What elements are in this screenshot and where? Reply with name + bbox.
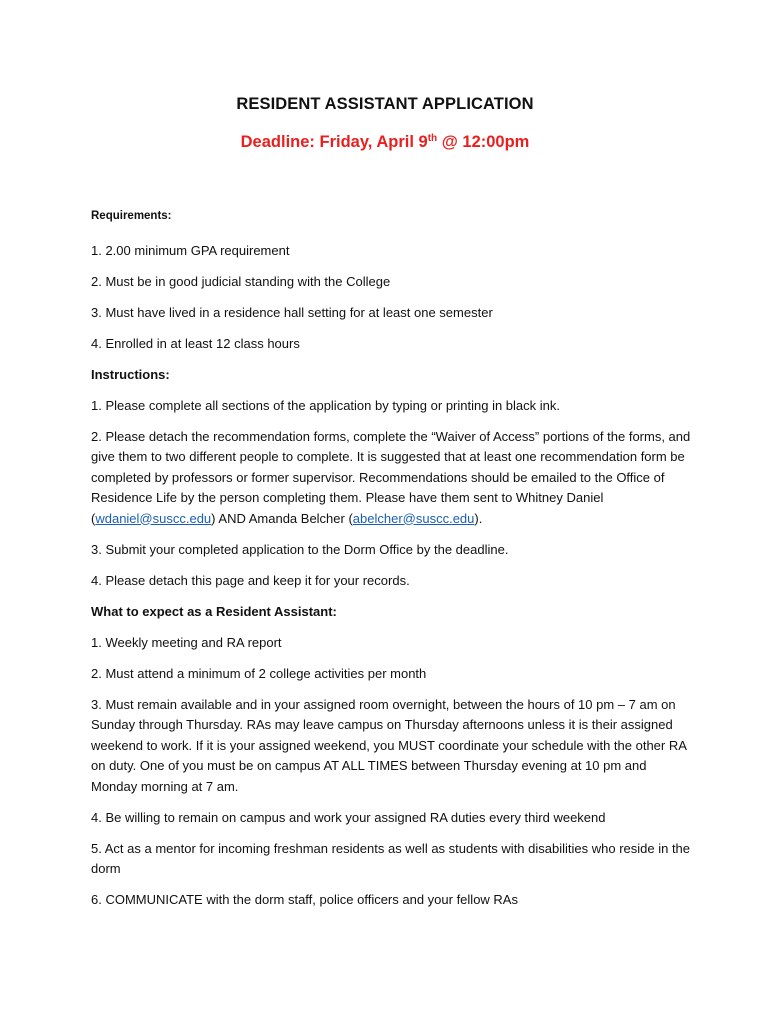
expectation-item-4: 4. Be willing to remain on campus and work your assigned RA duties every third weekend <box>91 809 606 825</box>
email-link-wdaniel[interactable]: wdaniel@suscc.edu <box>95 510 212 526</box>
requirement-item-4: 4. Enrolled in at least 12 class hours <box>91 335 300 351</box>
expectation-item-2: 2. Must attend a minimum of 2 college activities per month <box>91 665 427 681</box>
instructions-heading: Instructions: <box>91 366 170 382</box>
requirements-heading: Requirements: <box>91 210 172 222</box>
expectations-heading: What to expect as a Resident Assistant: <box>91 603 337 619</box>
instruction-item-1: 1. Please complete all sections of the application by typing or printing in black ink. <box>91 397 560 413</box>
instruction-item-2-text-a: 2. Please detach the recommendation forms, complete the “Waiver of Access” portions of the forms, and give them to two different people to complete. It is suggested that at least one recommendation form be completed by professors or former supervisor. Recommendations should be emailed to the Office of Residence Life by the person completing them. Please have them sent to Whitney Daniel ( <box>91 428 691 526</box>
document-title: RESIDENT ASSISTANT APPLICATION <box>236 95 534 113</box>
deadline-heading <box>0 133 770 152</box>
requirement-item-1: 1. 2.00 minimum GPA requirement <box>91 242 290 258</box>
instruction-item-2-text-c: ). <box>474 510 483 526</box>
deadline-prefix: Deadline: Friday, April 9 <box>240 133 428 151</box>
expectation-item-1: 1. Weekly meeting and RA report <box>91 634 282 650</box>
deadline-superscript: th <box>427 133 438 144</box>
email-link-abelcher[interactable]: abelcher@suscc.edu <box>352 510 475 526</box>
expectation-item-5: 5. Act as a mentor for incoming freshman residents as well as students with disabilities who reside in the dorm <box>91 840 691 876</box>
expectation-item-3: 3. Must remain available and in your assigned room overnight, between the hours of 10 pm – 7 am on Sunday through Thursday. RAs may leave campus on Thursday afternoons unless it is their assigned weekend to work. If it is your assigned weekend, you MUST coordinate your schedule with the other RA on duty. One of you must be on campus AT ALL TIMES between Thursday evening at 10 pm and Monday morning at 7 am. <box>91 696 687 794</box>
instruction-item-2 <box>91 427 691 530</box>
deadline-suffix: @ 12:00pm <box>437 133 530 151</box>
requirement-item-3: 3. Must have lived in a residence hall setting for at least one semester <box>91 304 493 320</box>
requirement-item-2: 2. Must be in good judicial standing with the College <box>91 273 391 289</box>
document-body <box>91 206 691 921</box>
expectation-item-6: 6. COMMUNICATE with the dorm staff, police officers and your fellow RAs <box>91 892 518 907</box>
instruction-item-3: 3. Submit your completed application to the Dorm Office by the deadline. <box>91 541 509 557</box>
instruction-item-2-text-b: ) AND Amanda Belcher ( <box>211 510 353 526</box>
instruction-item-4: 4. Please detach this page and keep it for your records. <box>91 572 410 588</box>
